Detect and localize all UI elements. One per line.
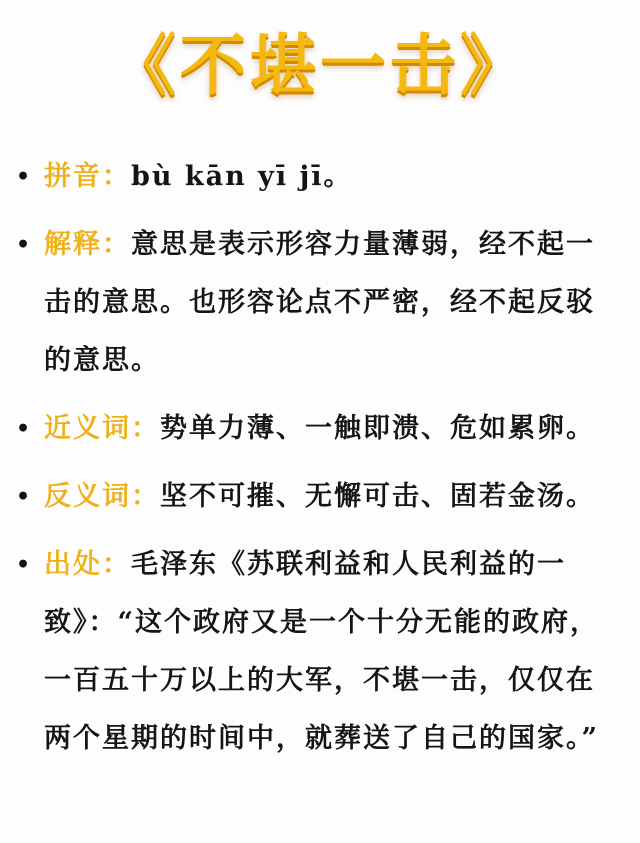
explanation-label: 解释： — [44, 229, 131, 260]
source-label: 出处： — [44, 549, 131, 580]
synonyms-text: 势单力薄、一触即溃、危如累卵。 — [160, 413, 595, 444]
list-item-pinyin — [14, 148, 614, 206]
antonyms-label: 反义词： — [44, 481, 160, 512]
source-text: 毛泽东《苏联利益和人民利益的一致》：“这个政府又是一个十分无能的政府，一百五十万以上的大军，不堪一击，仅仅在两个星期的时间中，就葬送了自己的国家。” — [44, 549, 600, 754]
explanation-text: 意思是表示形容力量薄弱，经不起一击的意思。也形容论点不严密，经不起反驳的意思。 — [44, 229, 595, 376]
bullet-icon: • — [16, 164, 33, 190]
pinyin-label: 拼音： — [44, 161, 131, 192]
bullet-icon: • — [16, 484, 33, 510]
antonyms-text: 坚不可摧、无懈可击、固若金汤。 — [160, 481, 595, 512]
list-item-explanation — [14, 216, 614, 390]
pinyin-text: bù kān yī jī。 — [131, 161, 353, 192]
synonyms-label: 近义词： — [44, 413, 160, 444]
entry-list — [14, 148, 614, 778]
bullet-icon: • — [16, 552, 33, 578]
list-item-source — [14, 536, 614, 768]
bullet-icon: • — [16, 416, 33, 442]
list-item-synonyms — [14, 400, 614, 458]
page-title: 《不堪一击》 — [110, 25, 530, 104]
list-item-antonyms — [14, 468, 614, 526]
bullet-icon: • — [16, 232, 33, 258]
